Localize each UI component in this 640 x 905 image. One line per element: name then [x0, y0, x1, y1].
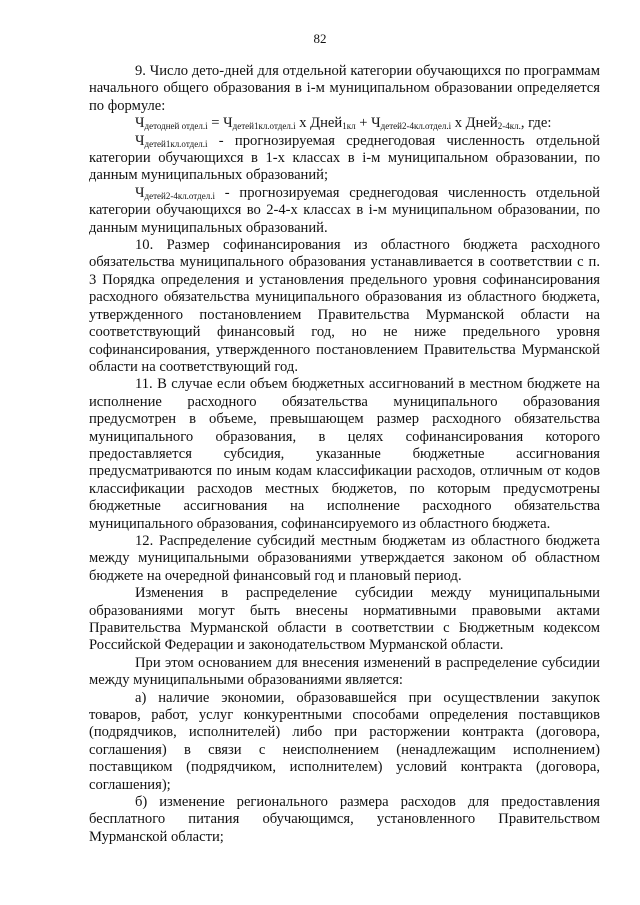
paragraph-9: 9. Число дето-дней для отдельной категории обучающихся по программам начального общего образования в i-м муниципальном образовании определяется по формуле:: [89, 63, 600, 114]
paragraph-11: 11. В случае если объем бюджетных ассигнований в местном бюджете на исполнение расходного обязательства муниципального образования предусмотрен в объеме, превышающем размер расходного обязательства муниципального образования, в целях софинансирования которого предоставляется субсидия, указанные бюджетные ассигнования предусматриваются по иным кодам классификации расходов, отличным от кодов классификации расходов местных бюджетов, по которым предусмотрены бюджетные ассигнования на исполнение расходного обязательства муниципального образования, софинансируемого из областного бюджета.: [89, 376, 600, 532]
formula-t2-days-sub: 2-4кл.: [497, 121, 521, 132]
formula-lhs: Ч: [135, 115, 145, 132]
definition-2: [89, 185, 600, 237]
formula-t2-mid: х Дней: [451, 115, 498, 132]
formula-t1-mid: х Дней: [295, 115, 343, 132]
item-b: б) изменение регионального размера расходов для предоставления бесплатного питания обучающимся, установленного Правительством Мурманской области;: [89, 794, 600, 845]
document-body: [89, 63, 600, 846]
definition-2-symbol: Ч: [135, 184, 145, 201]
paragraph-12: 12. Распределение субсидий местным бюджетам из областного бюджета между муниципальными образованиями утверждается законом об областном бюджете на очередной финансовый год и плановый период.: [89, 532, 600, 584]
formula-eq: = Ч: [207, 115, 233, 132]
item-a: а) наличие экономии, образовавшейся при осуществлении закупок товаров, работ, услуг конкурентными способами определения поставщиков (подрядчиков, исполнителей) либо при расторжении контракта (договора, соглашения) в связи с неисполнением (ненадлежащим исполнением) поставщиком (подрядчиком, исполнителем) условий контракта (договора, соглашения);: [89, 689, 600, 793]
formula-t1-sub: детей1кл.отдел.i: [232, 121, 296, 132]
definition-1-sub: детей1кл.отдел.i: [144, 138, 208, 149]
formula-t2-sub: детей2-4кл.отдел.i: [380, 121, 452, 132]
formula: [89, 115, 600, 132]
definition-2-sub: детей2-4кл.отдел.i: [144, 190, 215, 201]
paragraph-changes: Изменения в распределение субсидии между муниципальными образованиями могут быть внесены нормативными правовыми актами Правительства Мурманской области в соответствии с Бюджетным кодексом Российской Федерации и законодательством Мурманской области.: [89, 585, 600, 654]
definition-1-text: - прогнозируемая среднегодовая численность отдельной категории обучающихся в 1-х классах в i-м муниципальном образовании, по данным муниципальных образований;: [89, 132, 600, 184]
definition-1: [89, 133, 600, 185]
formula-lhs-sub: детодней отдел.i: [144, 121, 208, 132]
definition-1-symbol: Ч: [135, 132, 145, 149]
definition-2-text: - прогнозируемая среднегодовая численность отдельной категории обучающихся во 2-4-х классах в i-м муниципальном образовании, по данным муниципальных образований.: [89, 184, 600, 236]
formula-plus: + Ч: [355, 115, 381, 132]
page-number: 82: [313, 31, 327, 46]
paragraph-grounds: При этом основанием для внесения изменений в распределение субсидии между муниципальными образованиями является:: [89, 654, 600, 689]
formula-t1-days-sub: 1кл: [342, 121, 356, 132]
formula-tail: , где:: [520, 115, 552, 132]
paragraph-10: 10. Размер софинансирования из областного бюджета расходного обязательства муниципального образования устанавливается в соответствии с п. 3 Порядка определения и установления предельного уровня софинансирования расходного обязательства муниципального образования из областного бюджета, утвержденного постановлением Правительства Мурманской области на соответствующий финансовый год, но не ниже предельного уровня софинансирования, утвержденного постановлением Правительства Мурманской области на соответствующий год.: [89, 237, 600, 375]
